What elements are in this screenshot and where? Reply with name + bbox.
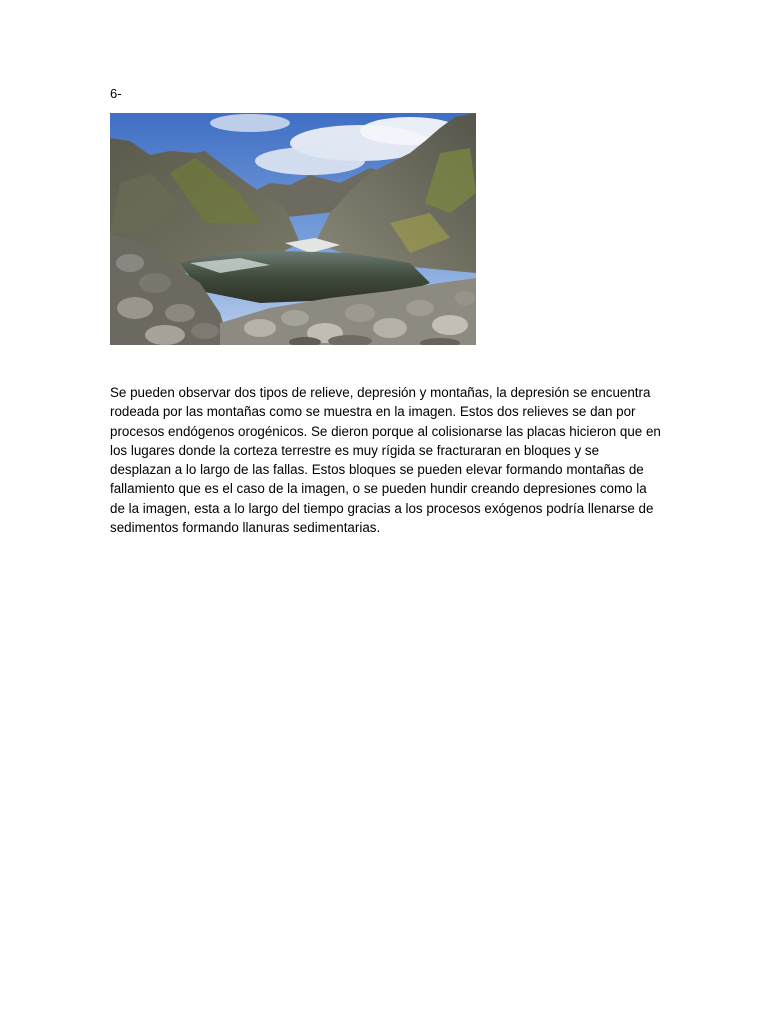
question-number: 6- <box>110 86 122 101</box>
answer-paragraph: Se pueden observar dos tipos de relieve, depresión y montañas, la depresión se encuentra rodeada por las montañas como se muestra en la imagen. Estos dos relieves se dan por procesos endógenos orogénicos. Se dieron porque al colisionarse las placas hicieron que en los lugares donde la corteza terrestre es muy rígida se fracturaran en bloques y se desplazan a lo largo de las fallas. Estos bloques se pueden elevar formando montañas de fallamiento que es el caso de la imagen, o se pueden hundir creando depresiones como la de la imagen, esta a lo largo del tiempo gracias a los procesos exógenos podría llenarse de sedimentos formando llanuras sedimentarias. <box>110 385 661 536</box>
mountain-lake-photo <box>110 113 476 345</box>
